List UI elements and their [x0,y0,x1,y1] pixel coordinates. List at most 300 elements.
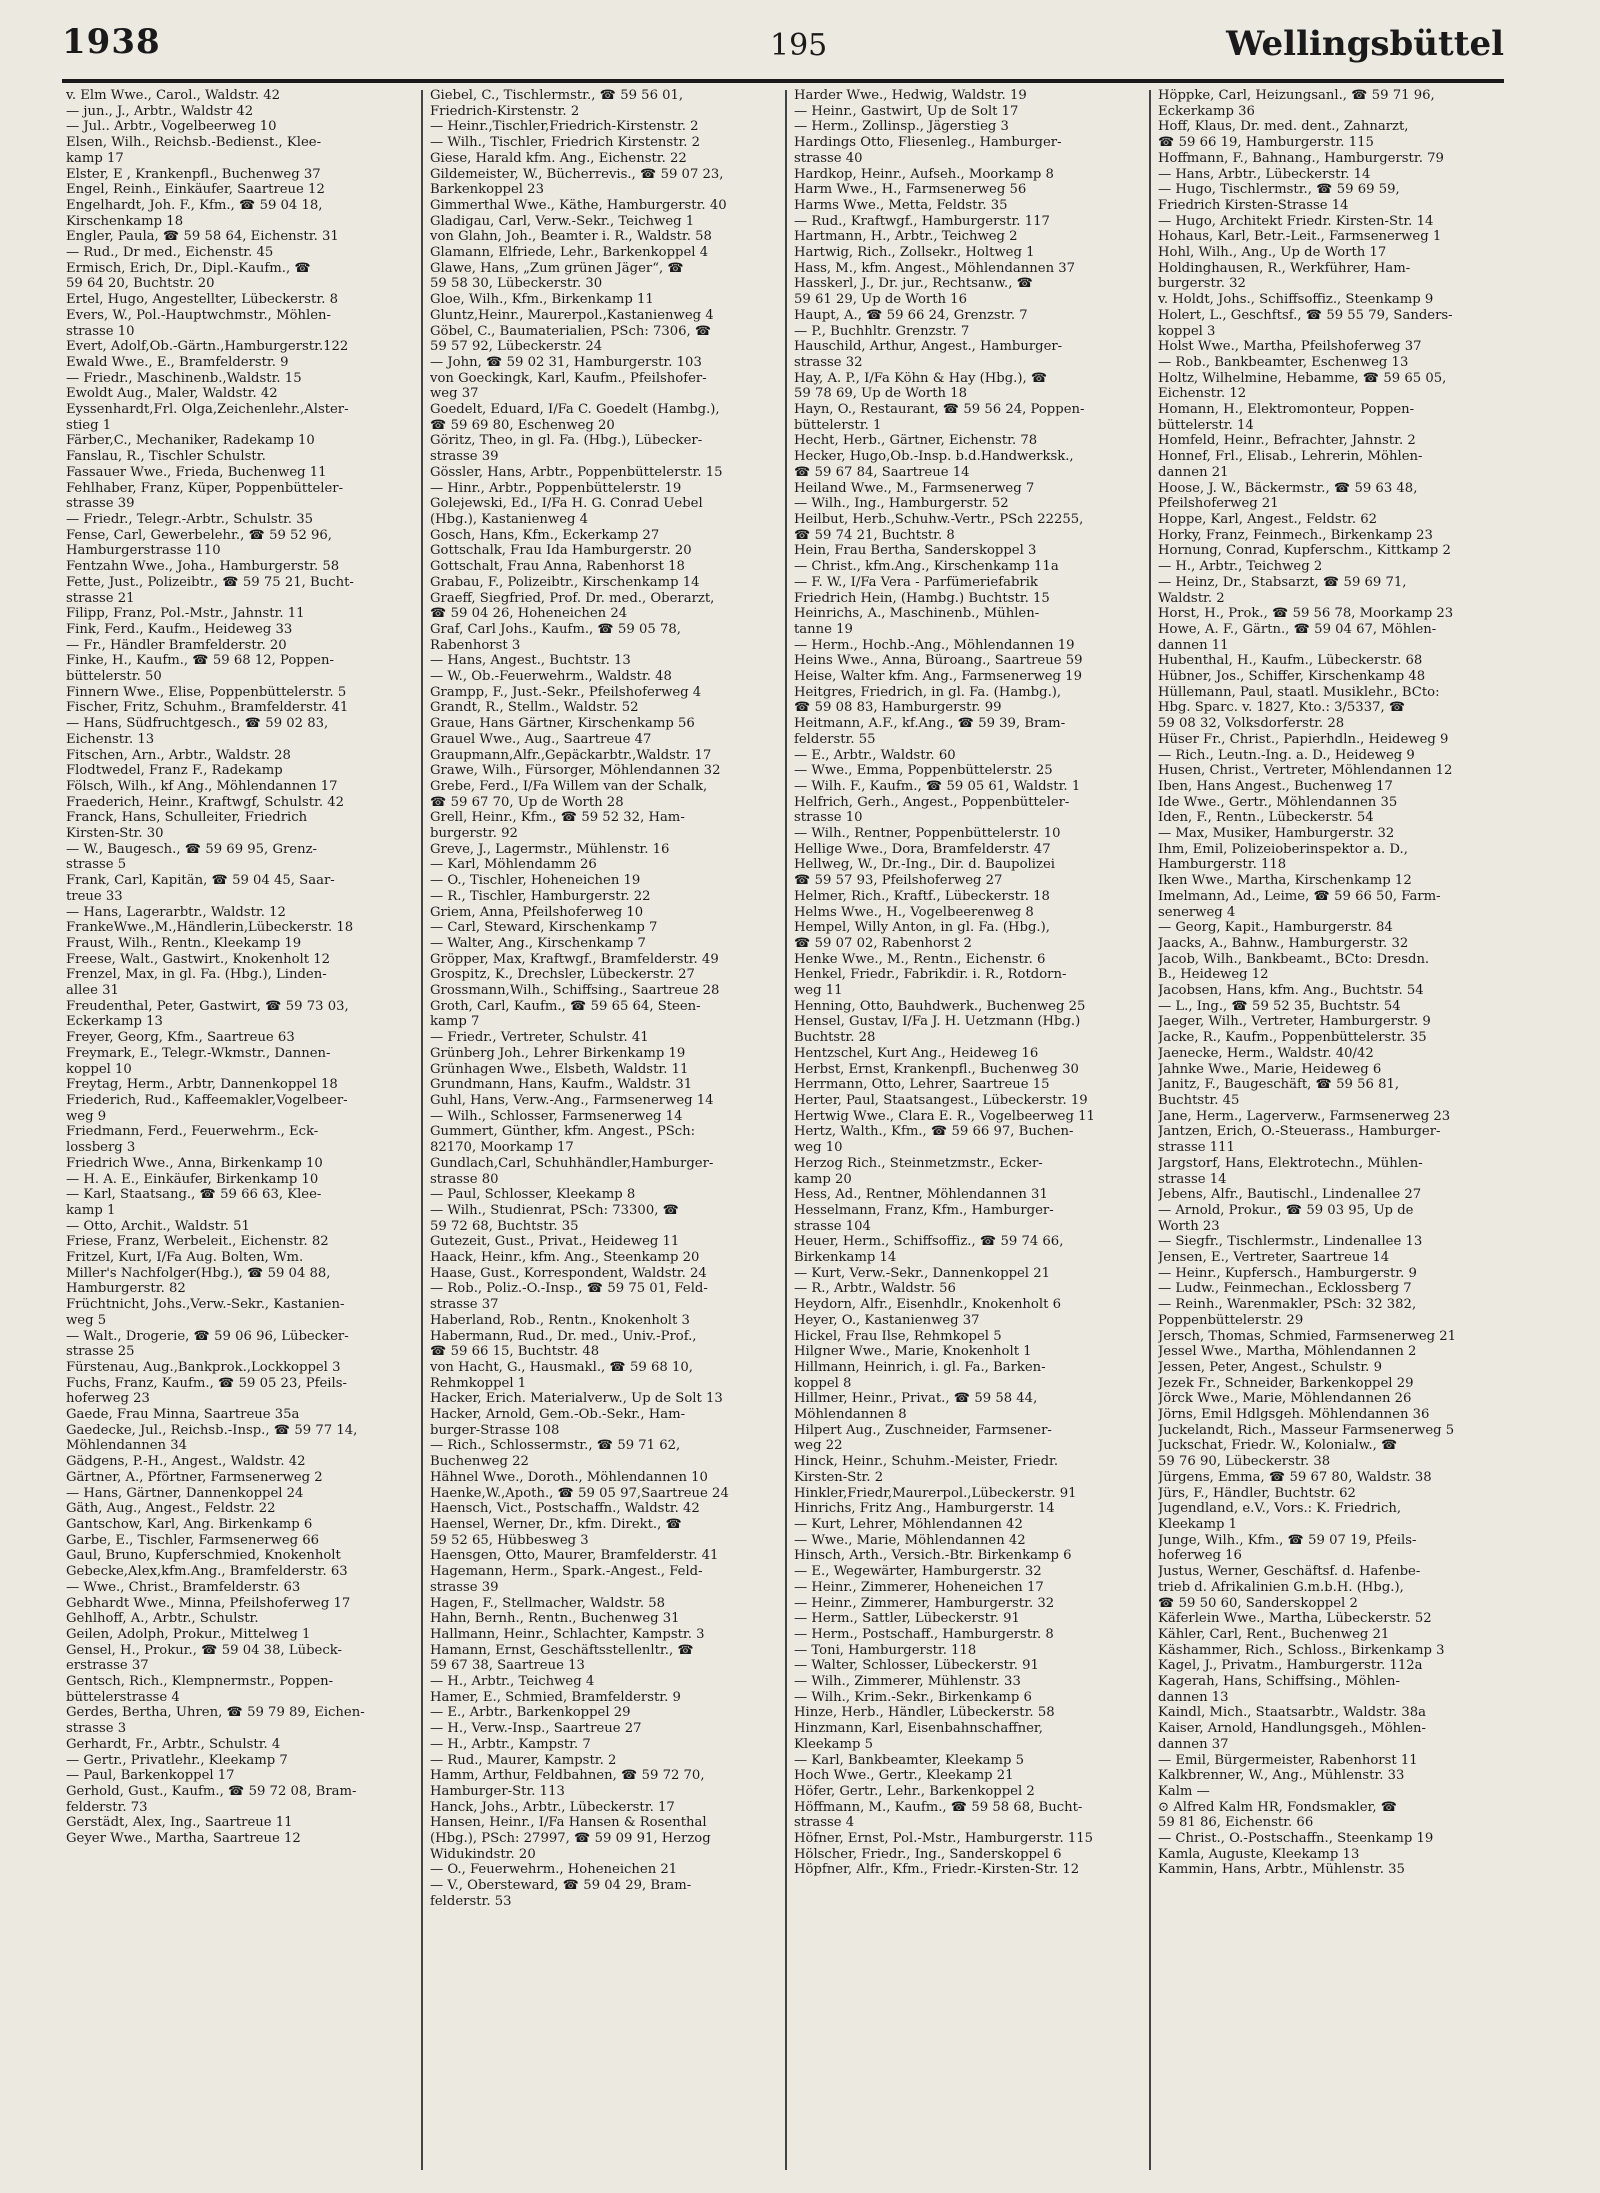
directory-entry-line: Eichenstr. 13 [66,731,155,747]
directory-entry-line: — jun., J., Arbtr., Waldstr 42 [66,103,254,119]
directory-entry-line: 59 67 38, Saartreue 13 [430,1658,585,1674]
directory-entry-line: Hamm, Arthur, Feldbahnen, ☎ 59 72 70, [430,1768,705,1784]
directory-entry-line: ☎ 59 66 19, Hamburgerstr. 115 [1158,135,1374,151]
directory-entry-line: Fürstenau, Aug.,Bankprok.,Lockkoppel 3 [66,1359,341,1375]
directory-entry-line: Grauel Wwe., Aug., Saartreue 47 [430,731,652,747]
directory-entry-line: Göbel, C., Baumaterialien, PSch: 7306, ☎ [430,323,712,339]
directory-entry-line: — Walter, Schlosser, Lübeckerstr. 91 [794,1658,1039,1674]
directory-entry-line: Finke, H., Kaufm., ☎ 59 68 12, Poppen- [66,653,334,669]
directory-entry-line: Hasskerl, J., Dr. jur., Rechtsanw., ☎ [794,276,1034,292]
directory-entry-line: Engelhardt, Joh. F., Kfm., ☎ 59 04 18, [66,197,323,213]
directory-entry-line: Hohaus, Karl, Betr.-Leit., Farmsenerweg 1 [1158,229,1442,245]
directory-entry-line: Horst, H., Prok., ☎ 59 56 78, Moorkamp 23 [1158,606,1454,622]
directory-entry-line: Gosch, Hans, Kfm., Eckerkamp 27 [430,527,660,543]
directory-entry-line: Eckerkamp 36 [1158,103,1255,119]
directory-entry-line: Hay, A. P., I/Fa Köhn & Hay (Hbg.), ☎ [794,370,1048,386]
directory-entry-line: — Walter, Ang., Kirschenkamp 7 [430,935,646,951]
directory-entry-line: Gentsch, Rich., Klempnermstr., Poppen- [66,1674,334,1690]
directory-entry-line: — H. A. E., Einkäufer, Birkenkamp 10 [66,1171,319,1187]
directory-entry-line: koppel 8 [794,1375,852,1391]
directory-entry-line: Grandt, R., Stellm., Waldstr. 52 [430,700,639,716]
directory-entry-line: Homann, H., Elektromonteur, Poppen- [1158,402,1415,418]
directory-entry-line: strasse 32 [794,354,863,370]
directory-entry-line: Fanslau, R., Tischler Schulstr. [66,449,266,465]
directory-entry-line: — Emil, Bürgermeister, Rabenhorst 11 [1158,1752,1418,1768]
directory-entry-line: senerweg 4 [1158,904,1236,920]
directory-entry-line: — Herm., Zollinsp., Jägerstieg 3 [794,119,1009,135]
directory-entry-line: Grospitz, K., Drechsler, Lübeckerstr. 27 [430,967,695,983]
directory-entry-line: Glamann, Elfriede, Lehr., Barkenkoppel 4 [430,245,709,261]
directory-entry-line: Hübner, Jos., Schiffer, Kirschenkamp 48 [1158,669,1426,685]
directory-entry-line: Helmer, Rich., Kraftf., Lübeckerstr. 18 [794,888,1050,904]
directory-entry-line: stieg 1 [66,417,112,433]
directory-entry-line: Fraust, Wilh., Rentn., Kleekamp 19 [66,935,302,951]
directory-entry-line: Fette, Just., Polizeibtr., ☎ 59 75 21, Bucht- [66,574,354,590]
directory-entry-line: (Hbg.), PSch: 27997, ☎ 59 09 91, Herzog [430,1831,711,1847]
directory-entry-line: hoferweg 16 [1158,1548,1242,1564]
directory-entry-line: Heitmann, A.F., kf.Ang., ☎ 59 39, Bram- [794,716,1066,732]
directory-entry-line: Iken Wwe., Martha, Kirschenkamp 12 [1158,873,1412,889]
directory-entry-line: Haensgen, Otto, Maurer, Bramfelderstr. 41 [430,1548,719,1564]
directory-entry-line: — Georg, Kapit., Hamburgerstr. 84 [1158,920,1393,936]
directory-entry-line: felderstr. 55 [794,731,876,747]
directory-entry-line: büttelerstr. 1 [794,417,882,433]
directory-entry-line: Buchtstr. 45 [1158,1093,1240,1108]
directory-entry-line: weg 9 [66,1108,107,1124]
directory-entry-line: — Siegfr., Tischlermstr., Lindenallee 13 [1158,1234,1423,1250]
directory-entry-line: Widukindstr. 20 [430,1846,536,1862]
directory-entry-line: Hagen, F., Stellmacher, Waldstr. 58 [430,1595,666,1611]
page-title: Wellingsbüttel [1226,24,1504,64]
directory-entry-line: Jersch, Thomas, Schmied, Farmsenerweg 21 [1158,1328,1457,1344]
directory-entry-line: Holdinghausen, R., Werkführer, Ham- [1158,260,1411,276]
directory-entry-line: tanne 19 [794,621,853,637]
directory-entry-line: — Wwe., Christ., Bramfelderstr. 63 [66,1579,301,1595]
directory-entry-line: Jacke, R., Kaufm., Poppenbüttelerstr. 35 [1158,1030,1427,1046]
directory-entry-line: Hoppe, Karl, Angest., Feldstr. 62 [1158,511,1378,527]
directory-entry-line: — Hans, Südfruchtgesch., ☎ 59 02 83, [66,716,329,732]
directory-entry-line: — Hans, Angest., Buchtstr. 13 [430,653,631,669]
directory-entry-line: Fink, Ferd., Kaufm., Heideweg 33 [66,621,293,637]
directory-entry-line: Jezek Fr., Schneider, Barkenkoppel 29 [1158,1375,1414,1391]
directory-entry-line: Fitschen, Arn., Arbtr., Waldstr. 28 [66,747,291,763]
directory-entry-line: ☎ 59 07 02, Rabenhorst 2 [794,935,972,951]
directory-entry-line: — L., Ing., ☎ 59 52 35, Buchtstr. 54 [1158,998,1401,1014]
directory-entry-line: Graf, Carl Johs., Kaufm., ☎ 59 05 78, [430,621,681,637]
directory-entry-line: Grampp, F., Just.-Sekr., Pfeilshoferweg 4 [430,684,702,700]
directory-entry-line: Hillmer, Heinr., Privat., ☎ 59 58 44, [794,1391,1038,1407]
directory-entry-line: Hass, M., kfm. Angest., Möhlendannen 37 [794,260,1076,276]
directory-entry-line: Birkenkamp 14 [794,1250,897,1266]
directory-entry-line: Holert, L., Geschftsf., ☎ 59 55 79, Sanders- [1158,307,1453,323]
directory-entry-line: Filipp, Franz, Pol.-Mstr., Jahnstr. 11 [66,606,305,622]
directory-entry-line: Engler, Paula, ☎ 59 58 64, Eichenstr. 31 [66,229,339,245]
directory-entry-line: Hecker, Hugo,Ob.-Insp. b.d.Handwerksk., [794,449,1074,465]
directory-entry-line: Groth, Carl, Kaufm., ☎ 59 65 64, Steen- [430,998,701,1014]
directory-entry-line: Ertel, Hugo, Angestellter, Lübeckerstr. 8 [66,292,338,308]
directory-entry-line: koppel 3 [1158,323,1216,339]
directory-entry-line: Glawe, Hans, „Zum grünen Jäger“, ☎ [430,260,684,276]
directory-entry-line: Rehmkoppel 1 [430,1375,527,1391]
directory-entry-line: Gensel, H., Prokur., ☎ 59 04 38, Lübeck- [66,1642,342,1658]
directory-entry-line: strasse 111 [1158,1140,1235,1156]
directory-entry-line: Jahnke Wwe., Marie, Heideweg 6 [1158,1061,1382,1077]
directory-entry-line: Freytag, Herm., Arbtr, Dannenkoppel 18 [66,1077,338,1093]
directory-entry-line: Buchtstr. 28 [794,1030,876,1046]
directory-entry-line: Grebe, Ferd., I/Fa Willem van der Schalk, [430,778,708,794]
directory-entry-line: Haupt, A., ☎ 59 66 24, Grenzstr. 7 [794,307,1028,323]
directory-entry-line: Jebens, Alfr., Bautischl., Lindenallee 27 [1158,1187,1422,1203]
directory-entry-line: — Rich., Leutn.-Ing. a. D., Heideweg 9 [1158,747,1415,763]
directory-entry-line: Hamer, E., Schmied, Bramfelderstr. 9 [430,1689,681,1705]
directory-entry-line: Justus, Werner, Geschäftsf. d. Hafenbe- [1158,1564,1421,1580]
directory-entry-line: — Hans, Lagerarbtr., Waldstr. 12 [66,904,286,920]
directory-entry-line: Hertwig Wwe., Clara E. R., Vogelbeerweg 11 [794,1108,1095,1124]
directory-entry-line: Kalm — [1158,1783,1210,1799]
directory-entry-line: Geilen, Adolph, Prokur., Mittelweg 1 [66,1626,311,1642]
directory-entry-line: — Hans, Arbtr., Lübeckerstr. 14 [1158,166,1371,182]
directory-entry-line: Evers, W., Pol.-Hauptwchmstr., Möhlen- [66,307,331,323]
directory-entry-line: Hayn, O., Restaurant, ☎ 59 56 24, Poppen- [794,402,1085,418]
directory-entry-line: — H., Arbtr., Teichweg 2 [1158,559,1323,575]
directory-entry-line: Harm Wwe., H., Farmsenerweg 56 [794,182,1027,198]
directory-entry-line: — Rob., Poliz.-O.-Insp., ☎ 59 75 01, Feld- [430,1281,708,1297]
directory-entry-line: Höffmann, M., Kaufm., ☎ 59 58 68, Bucht- [794,1799,1083,1815]
directory-entry-line: Frenzel, Max, in gl. Fa. (Hbg.), Linden- [66,967,327,983]
directory-entry-line: Hickel, Frau Ilse, Rehmkopel 5 [794,1328,1002,1344]
directory-entry-line: Greve, J., Lagermstr., Mühlenstr. 16 [430,841,670,857]
directory-entry-line: ☎ 59 67 84, Saartreue 14 [794,464,970,480]
directory-entry-line: Hauschild, Arthur, Angest., Hamburger- [794,339,1063,355]
directory-entry-line: Gädgens, P.-H., Angest., Waldstr. 42 [66,1454,306,1470]
directory-entry-line: Hubenthal, H., Kaufm., Lübeckerstr. 68 [1158,653,1423,669]
directory-entry-line: — Heinz, Dr., Stabsarzt, ☎ 59 69 71, [1158,574,1407,590]
directory-entry-line: Elster, E , Krankenpfl., Buchenweg 37 [66,166,321,182]
directory-entry-line: Grünberg Joh., Lehrer Birkenkamp 19 [430,1045,686,1061]
directory-entry-line: Gerhardt, Fr., Arbtr., Schulstr. 4 [66,1736,281,1752]
directory-entry-line: Hinck, Heinr., Schuhm.-Meister, Friedr. [794,1454,1059,1470]
directory-entry-line: Jaeger, Wilh., Vertreter, Hamburgerstr. 9 [1158,1014,1431,1030]
directory-entry-line: Graue, Hans Gärtner, Kirschenkamp 56 [430,716,695,732]
directory-entry-line: ⊙ Alfred Kalm HR, Fondsmakler, ☎ [1158,1799,1398,1815]
directory-entry-line: ☎ 59 69 80, Eschenweg 20 [430,417,615,433]
directory-entry-line: dannen 21 [1158,464,1229,480]
directory-entry-line: — E., Wegewärter, Hamburgerstr. 32 [794,1564,1042,1580]
directory-entry-line: Fuchs, Franz, Kaufm., ☎ 59 05 23, Pfeils- [66,1375,347,1391]
directory-entry-line: Hartmann, H., Arbtr., Teichweg 2 [794,229,1018,245]
directory-entry-line: kamp 7 [430,1014,480,1030]
directory-entry-line: Janitz, F., Baugeschäft, ☎ 59 56 81, [1158,1077,1400,1093]
directory-entry-line: Heitgres, Friedrich, in gl. Fa. (Hambg.), [794,684,1062,700]
directory-entry-line: Gössler, Hans, Arbtr., Poppenbüttelerstr. 15 [430,464,723,480]
directory-entry-line: Freyer, Georg, Kfm., Saartreue 63 [66,1030,295,1046]
directory-entry-line: — Karl, Bankbeamter, Kleekamp 5 [794,1752,1025,1768]
directory-entry-line: 59 72 68, Buchtstr. 35 [430,1218,579,1234]
directory-entry-line: Hanck, Johs., Arbtr., Lübeckerstr. 17 [430,1799,675,1815]
directory-entry-line: Kaiser, Arnold, Handlungsgeh., Möhlen- [1158,1721,1426,1737]
directory-entry-line: Kagel, J., Privatm., Hamburgerstr. 112a [1158,1658,1423,1674]
directory-entry-line: — Heinr., Gastwirt, Up de Solt 17 [794,103,1019,119]
directory-entry-line: — Rob., Bankbeamter, Eschenweg 13 [1158,354,1409,370]
directory-entry-line: B., Heideweg 12 [1158,967,1269,983]
directory-entry-line: 59 57 92, Lübeckerstr. 24 [430,339,603,355]
directory-entry-line: — Heinr., Zimmerer, Hamburgerstr. 32 [794,1595,1055,1611]
directory-entry-line: — Friedr., Telegr.-Arbtr., Schulstr. 35 [66,511,313,527]
directory-entry-line: — Arnold, Prokur., ☎ 59 03 95, Up de [1158,1202,1414,1218]
directory-entry-line: Grawe, Wilh., Fürsorger, Möhlendannen 32 [430,763,721,779]
directory-entry-line: Herzog Rich., Steinmetzmstr., Ecker- [794,1155,1043,1171]
directory-entry-line: Iben, Hans Angest., Buchenweg 17 [1158,778,1393,794]
directory-entry-line: Eckerkamp 13 [66,1014,163,1030]
directory-entry-line: Jacobsen, Hans, kfm. Ang., Buchtstr. 54 [1158,983,1424,999]
directory-entry-line: Husen, Christ., Vertreter, Möhlendannen 12 [1158,763,1453,779]
directory-entry-line: Hecht, Herb., Gärtner, Eichenstr. 78 [794,433,1038,449]
directory-entry-line: — O., Tischler, Hoheneichen 19 [430,873,641,889]
directory-entry-line: Pfeilshoferweg 21 [1158,496,1279,512]
directory-entry-line: strasse 3 [66,1721,127,1737]
directory-entry-line: Hinzmann, Karl, Eisenbahnschaffner, [794,1721,1043,1737]
directory-entry-line: — Fr., Händler Bramfelderstr. 20 [66,637,287,653]
directory-entry-line: — Wilh., Zimmerer, Mühlenstr. 33 [794,1674,1021,1690]
directory-entry-line: Holtz, Wilhelmine, Hebamme, ☎ 59 65 05, [1158,370,1447,386]
directory-entry-line: Garbe, E., Tischler, Farmsenerweg 66 [66,1532,320,1548]
directory-entry-line: Gutezeit, Gust., Privat., Heideweg 11 [430,1234,680,1250]
directory-entry-line: Friedmann, Ferd., Feuerwehrm., Eck- [66,1124,319,1140]
directory-entry-line: Haensel, Werner, Dr., kfm. Direkt., ☎ [430,1516,682,1532]
directory-entry-line: — R., Arbtr., Waldstr. 56 [794,1281,956,1297]
directory-entry-line: Friedrich-Kirstenstr. 2 [430,103,580,119]
directory-entry-line: — Hinr., Arbtr., Poppenbüttelerstr. 19 [430,480,682,496]
directory-entry-line: Junge, Wilh., Kfm., ☎ 59 07 19, Pfeils- [1158,1532,1417,1548]
directory-entry-line: strasse 37 [430,1297,499,1313]
directory-entry-line: dannen 13 [1158,1689,1229,1705]
directory-entry-line: strasse 80 [430,1171,499,1187]
directory-entry-line: Heuer, Herm., Schiffsoffiz., ☎ 59 74 66, [794,1234,1064,1250]
directory-entry-line: — W., Baugesch., ☎ 59 69 95, Grenz- [66,841,317,857]
directory-entry-line: — Christ., kfm.Ang., Kirschenkamp 11a [794,559,1059,575]
directory-entry-line: Käferlein Wwe., Martha, Lübeckerstr. 52 [1158,1611,1432,1627]
directory-entry-line: Jugendland, e.V., Vors.: K. Friedrich, [1158,1501,1402,1517]
directory-entry-line: Hüser Fr., Christ., Papierhdln., Heideweg 9 [1158,731,1449,747]
directory-entry-line: Grünhagen Wwe., Elsbeth, Waldstr. 11 [430,1061,689,1077]
directory-entry-line: Gottschalt, Frau Anna, Rabenhorst 18 [430,559,685,575]
directory-entry-line: — Rud., Dr med., Eichenstr. 45 [66,245,274,261]
directory-entry-line: lossberg 3 [66,1140,136,1156]
directory-entry-line: Jaenecke, Herm., Waldstr. 40/42 [1158,1045,1374,1061]
directory-entry-line: Gummert, Günther, kfm. Angest., PSch: [430,1124,696,1140]
directory-entry-line: 59 78 69, Up de Worth 18 [794,386,967,402]
directory-entry-line: Hinze, Herb., Händler, Lübeckerstr. 58 [794,1705,1055,1721]
directory-entry-line: Friedrich Hein, (Hambg.) Buchtstr. 15 [794,590,1050,606]
directory-entry-line: koppel 10 [66,1061,132,1077]
directory-entry-line: Honnef, Frl., Elisab., Lehrerin, Möhlen- [1158,449,1423,465]
directory-entry-line: — Jul.. Arbtr., Vogelbeerweg 10 [66,119,277,135]
directory-entry-line: Goedelt, Eduard, I/Fa C. Goedelt (Hambg.), [430,402,720,418]
directory-entry-line: — Wilh., Studienrat, PSch: 73300, ☎ [430,1202,680,1218]
directory-entry-line: Fentzahn Wwe., Joha., Hamburgerstr. 58 [66,559,340,575]
directory-entry-line: Hähnel Wwe., Doroth., Möhlendannen 10 [430,1469,708,1485]
directory-entry-line: strasse 10 [794,810,863,826]
directory-entry-line: Höfer, Gertr., Lehr., Barkenkoppel 2 [794,1783,1035,1799]
directory-entry-line: Hohl, Wilh., Ang., Up de Worth 17 [1158,245,1387,261]
directory-entry-line: Worth 23 [1158,1218,1220,1234]
directory-entry-line: (Hbg.), Kastanienweg 4 [430,511,589,527]
directory-entry-line: Kleekamp 5 [794,1736,874,1752]
directory-entry-line: burgerstr. 32 [1158,276,1246,292]
directory-entry-line: Gebecke,Alex,kfm.Ang., Bramfelderstr. 63 [66,1564,348,1580]
directory-entry-line: Heilbut, Herb.,Schuhw.-Vertr., PSch 22255, [794,511,1084,527]
directory-entry-line: felderstr. 73 [66,1799,148,1815]
directory-entry-line: Hoch Wwe., Gertr., Kleekamp 21 [794,1768,1014,1784]
directory-entry-line: Eyssenhardt,Frl. Olga,Zeichenlehr.,Alster- [66,402,349,418]
directory-entry-line: felderstr. 53 [430,1893,512,1909]
header-rule [62,79,1504,83]
directory-entry-line: Hahn, Bernh., Rentn., Buchenweg 31 [430,1611,680,1627]
directory-column-3 [794,88,1148,2180]
directory-entry-line: — Herm., Postschaff., Hamburgerstr. 8 [794,1626,1054,1642]
directory-entry-line: — Kurt, Lehrer, Möhlendannen 42 [794,1516,1023,1532]
directory-entry-line: Grell, Heinr., Kfm., ☎ 59 52 32, Ham- [430,810,685,826]
directory-entry-line: — Max, Musiker, Hamburgerstr. 32 [1158,826,1395,842]
directory-entry-line: — Christ., O.-Postschaffn., Steenkamp 19 [1158,1831,1434,1847]
directory-entry-line: Kirsten-Str. 30 [66,826,164,842]
directory-entry-line: Herbst, Ernst, Krankenpfl., Buchenweg 30 [794,1061,1079,1077]
directory-entry-line: treue 33 [66,888,123,904]
directory-entry-line: Frank, Carl, Kapitän, ☎ 59 04 45, Saar- [66,873,335,889]
directory-entry-line: Giese, Harald kfm. Ang., Eichenstr. 22 [430,150,687,166]
directory-entry-line: Iden, F., Rentn., Lübeckerstr. 54 [1158,810,1374,826]
directory-entry-line: büttelerstr. 50 [66,669,162,685]
directory-entry-line: Geyer Wwe., Martha, Saartreue 12 [66,1831,301,1847]
column-divider [785,90,787,2170]
directory-entry-line: Gärtner, A., Pförtner, Farmsenerweg 2 [66,1469,323,1485]
directory-entry-line: Fense, Carl, Gewerbelehr., ☎ 59 52 96, [66,527,333,543]
directory-entry-line: weg 22 [794,1438,843,1454]
directory-entry-line: Fritzel, Kurt, I/Fa Aug. Bolten, Wm. [66,1250,304,1266]
directory-entry-line: ☎ 59 08 83, Hamburgerstr. 99 [794,700,1002,716]
directory-entry-line: Imelmann, Ad., Leime, ☎ 59 66 50, Farm- [1158,888,1441,904]
directory-entry-line: Käshammer, Rich., Schloss., Birkenkamp 3 [1158,1642,1445,1658]
directory-entry-line: Giebel, C., Tischlermstr., ☎ 59 56 01, [430,88,684,103]
directory-entry-line: — Hugo, Tischlermstr., ☎ 59 69 59, [1158,182,1400,198]
directory-entry-line: Hardings Otto, Fliesenleg., Hamburger- [794,135,1062,151]
directory-entry-line: v. Elm Wwe., Carol., Waldstr. 42 [66,88,281,103]
directory-entry-line: Juckelandt, Rich., Masseur Farmsenerweg 5 [1158,1422,1455,1438]
directory-entry-line: Gundlach,Carl, Schuhhändler,Hamburger- [430,1155,714,1171]
directory-entry-line: — Heinr.,Tischler,Friedrich-Kirstenstr. 2 [430,119,699,135]
directory-entry-line: kamp 20 [794,1171,852,1187]
directory-entry-line: Henkel, Friedr., Fabrikdir. i. R., Rotdorn- [794,967,1067,983]
directory-entry-line: Jargstorf, Hans, Elektrotechn., Mühlen- [1158,1155,1423,1171]
directory-entry-line: Horky, Franz, Feinmech., Birkenkamp 23 [1158,527,1433,543]
directory-entry-line: — H., Arbtr., Teichweg 4 [430,1674,595,1690]
directory-entry-line: — Walt., Drogerie, ☎ 59 06 96, Lübecker- [66,1328,349,1344]
directory-entry-line: Kalkbrenner, W., Ang., Mühlenstr. 33 [1158,1768,1405,1784]
directory-entry-line: — Otto, Archit., Waldstr. 51 [66,1218,250,1234]
directory-entry-line: Hempel, Willy Anton, in gl. Fa. (Hbg.), [794,920,1050,936]
directory-entry-line: — Wilh., Schlosser, Farmsenerweg 14 [430,1108,683,1124]
directory-entry-line: 59 64 20, Buchtstr. 20 [66,276,215,292]
directory-entry-line: — O., Feuerwehrm., Hoheneichen 21 [430,1862,678,1878]
directory-entry-line: Hellige Wwe., Dora, Bramfelderstr. 47 [794,841,1051,857]
directory-entry-line: Jane, Herm., Lagerverw., Farmsenerweg 23 [1158,1108,1451,1124]
directory-entry-line: Möhlendannen 34 [66,1438,188,1454]
directory-entry-line: Gerhold, Gust., Kaufm., ☎ 59 72 08, Bram- [66,1783,357,1799]
directory-entry-line: Hamburgerstr. 118 [1158,857,1287,873]
directory-entry-line: Hesselmann, Franz, Kfm., Hamburger- [794,1202,1054,1218]
directory-entry-line: Gäth, Aug., Angest., Feldstr. 22 [66,1501,276,1517]
directory-entry-line: Guhl, Hans, Verw.-Ang., Farmsenerweg 14 [430,1093,714,1108]
directory-entry-line: Hamburgerstr. 82 [66,1281,186,1297]
directory-entry-line: strasse 10 [66,323,135,339]
directory-entry-line: Griem, Anna, Pfeilshoferweg 10 [430,904,644,920]
directory-entry-line: Gröpper, Max, Kraftwgf., Bramfelderstr. 49 [430,951,719,967]
directory-entry-line: Heins Wwe., Anna, Büroang., Saartreue 59 [794,653,1083,669]
directory-entry-line: Hertz, Walth., Kfm., ☎ 59 66 97, Buchen- [794,1124,1074,1140]
directory-entry-line: Helms Wwe., H., Vogelbeerenweg 8 [794,904,1034,920]
directory-entry-line: Gloe, Wilh., Kfm., Birkenkamp 11 [430,292,654,308]
directory-entry-line: Poppenbüttelerstr. 29 [1158,1312,1304,1328]
directory-entry-line: Freudenthal, Peter, Gastwirt, ☎ 59 73 03, [66,998,349,1014]
directory-entry-line: Hilpert Aug., Zuschneider, Farmsener- [794,1422,1052,1438]
directory-entry-line: Gerstädt, Alex, Ing., Saartreue 11 [66,1815,293,1831]
directory-entry-line: Jörck Wwe., Marie, Möhlendannen 26 [1158,1391,1412,1407]
directory-entry-line: Jacob, Wilh., Bankbeamt., BCto: Dresdn. [1158,951,1430,967]
directory-entry-line: — Ludw., Feinmechan., Ecklossberg 7 [1158,1281,1412,1297]
directory-entry-line: weg 5 [66,1312,107,1328]
directory-entry-line: 59 76 90, Lübeckerstr. 38 [1158,1454,1331,1470]
directory-entry-line: Jörns, Emil Hdlgsgeh. Möhlendannen 36 [1158,1407,1430,1423]
directory-entry-line: strasse 14 [1158,1171,1227,1187]
directory-entry-line: — Wilh. F., Kaufm., ☎ 59 05 61, Waldstr. 1 [794,778,1081,794]
directory-entry-line: Hillmann, Heinrich, i. gl. Fa., Barken- [794,1359,1046,1375]
directory-entry-line: Hüllemann, Paul, staatl. Musiklehr., BCto: [1158,684,1440,700]
directory-entry-line: — V., Obersteward, ☎ 59 04 29, Bram- [430,1878,692,1894]
directory-entry-line: — Rud., Maurer, Kampstr. 2 [430,1752,617,1768]
directory-entry-line: — Wwe., Marie, Möhlendannen 42 [794,1532,1026,1548]
directory-entry-line: Gantschow, Karl, Ang. Birkenkamp 6 [66,1516,313,1532]
directory-entry-line: — Herm., Hochb.-Ang., Möhlendannen 19 [794,637,1075,653]
directory-entry-line: Hensel, Gustav, I/Fa J. H. Uetzmann (Hbg.) [794,1014,1081,1030]
directory-entry-line: Göritz, Theo, in gl. Fa. (Hbg.), Lübecker- [430,433,703,449]
directory-entry-line: 59 61 29, Up de Worth 16 [794,292,967,308]
directory-entry-line: — Carl, Steward, Kirschenkamp 7 [430,920,658,936]
directory-column-4 [1158,88,1512,2180]
directory-entry-line: ☎ 59 74 21, Buchtstr. 8 [794,527,955,543]
directory-entry-line: 59 52 65, Hübbesweg 3 [430,1532,589,1548]
directory-entry-line: Hentzschel, Kurt Ang., Heideweg 16 [794,1045,1039,1061]
directory-entry-line: Heise, Walter kfm. Ang., Farmsenerweg 19 [794,669,1082,685]
directory-entry-line: weg 37 [430,386,479,402]
directory-entry-line: — Reinh., Warenmakler, PSch: 32 382, [1158,1297,1417,1313]
directory-entry-line: 59 58 30, Lübeckerstr. 30 [430,276,603,292]
directory-entry-line: Finnern Wwe., Elise, Poppenbüttelerstr. 5 [66,684,347,700]
directory-entry-line: Jessen, Peter, Angest., Schulstr. 9 [1158,1359,1382,1375]
directory-entry-line: Fölsch, Wilh., kf Ang., Möhlendannen 17 [66,778,338,794]
directory-entry-line: Rabenhorst 3 [430,637,521,653]
directory-entry-line: Haenke,W.,Apoth., ☎ 59 05 97,Saartreue 24 [430,1485,729,1501]
directory-entry-line: ☎ 59 57 93, Pfeilshoferweg 27 [794,873,1003,889]
directory-entry-line: burger-Strasse 108 [430,1422,560,1438]
directory-entry-line: Heiland Wwe., M., Farmsenerweg 7 [794,480,1035,496]
directory-entry-line: von Goeckingk, Karl, Kaufm., Pfeilshofer- [430,370,707,386]
directory-column-2 [430,88,784,2180]
directory-entry-line: allee 31 [66,983,119,999]
directory-entry-line: Hoff, Klaus, Dr. med. dent., Zahnarzt, [1158,119,1409,135]
directory-entry-line: — Wwe., Emma, Poppenbüttelerstr. 25 [794,763,1053,779]
directory-entry-line: Henning, Otto, Bauhdwerk., Buchenweg 25 [794,998,1086,1014]
directory-entry-line: — Gertr., Privatlehr., Kleekamp 7 [66,1752,288,1768]
